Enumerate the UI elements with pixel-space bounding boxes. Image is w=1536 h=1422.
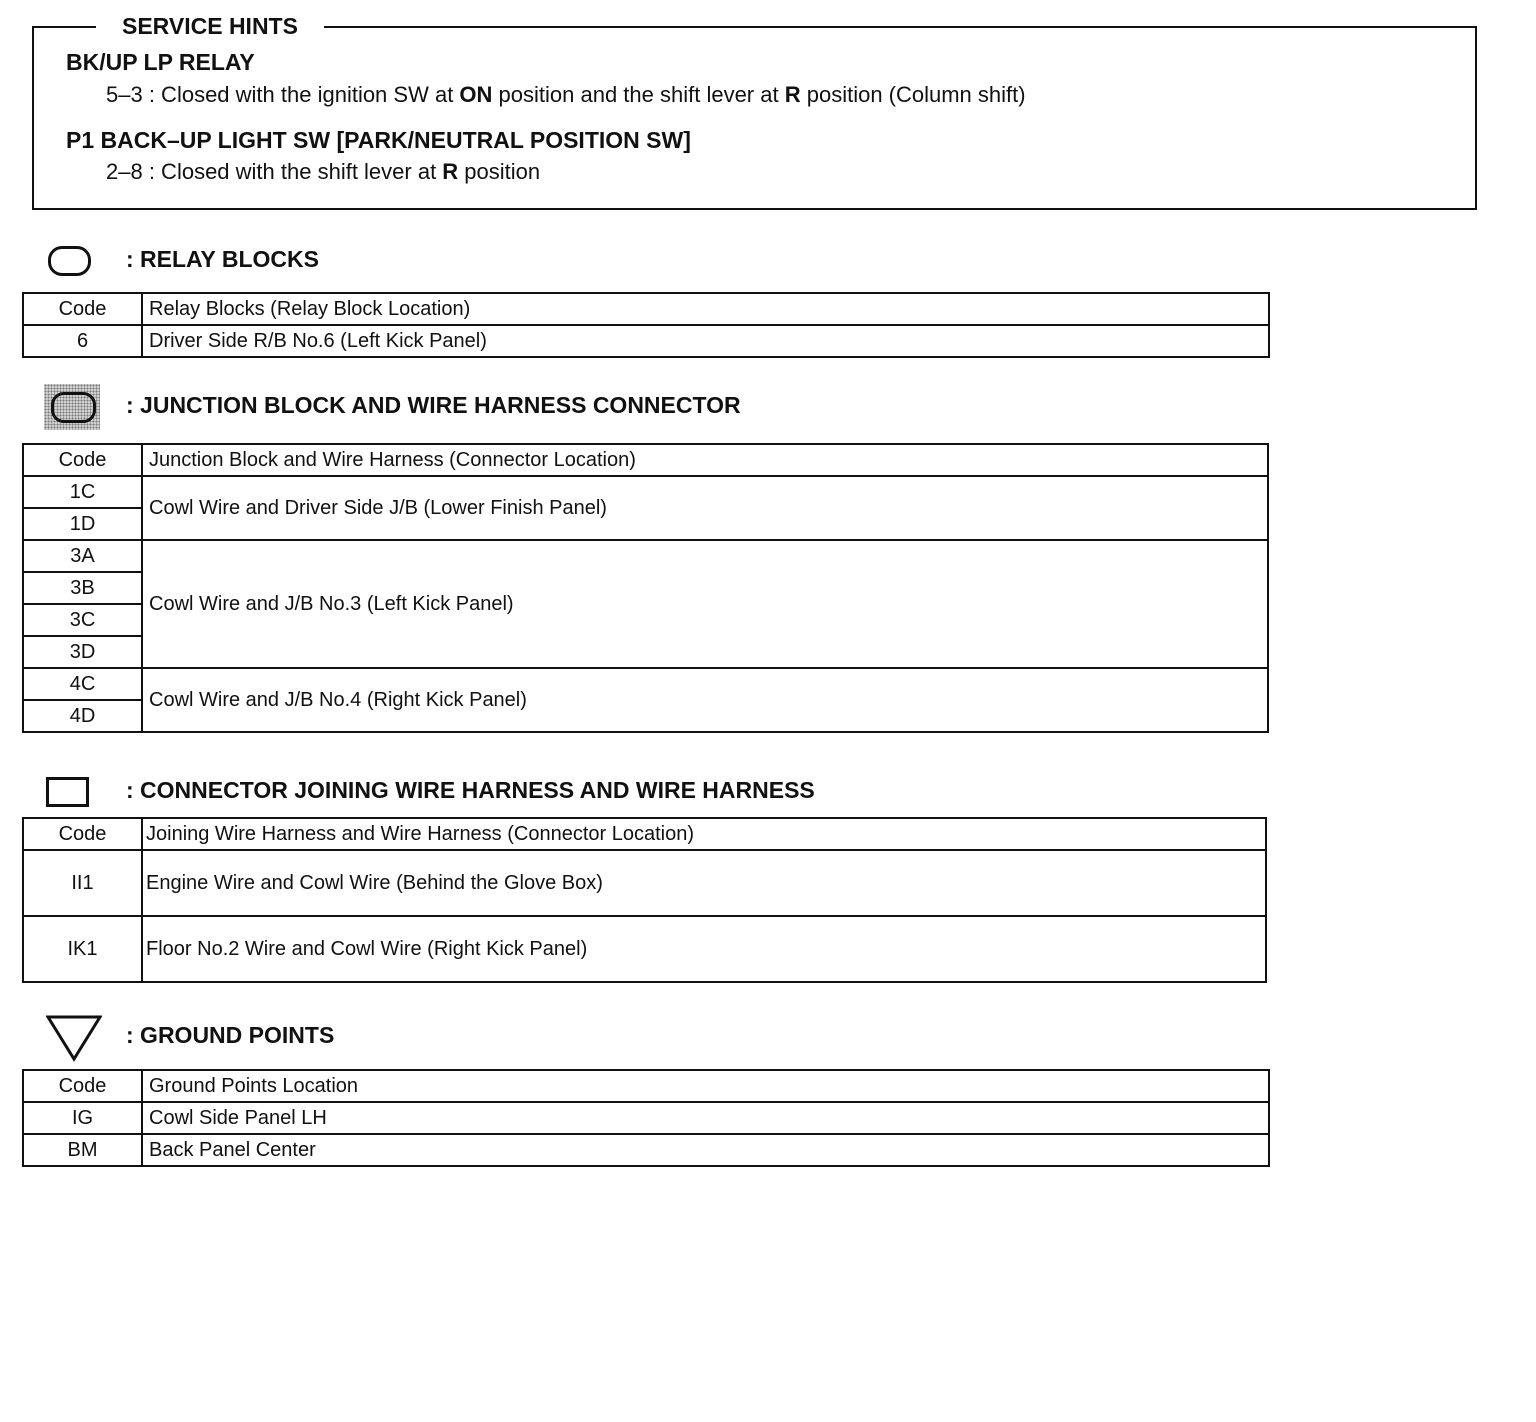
code-cell: 3C — [23, 604, 142, 636]
connectors-table — [22, 817, 1267, 983]
location-cell: Driver Side R/B No.6 (Left Kick Panel) — [142, 325, 1269, 357]
service-hints-title: SERVICE HINTS — [96, 11, 324, 41]
code-header: Code — [23, 818, 142, 850]
hint-text: position — [458, 159, 541, 184]
code-cell: IK1 — [23, 916, 142, 982]
location-cell: Cowl Side Panel LH — [142, 1102, 1269, 1134]
table-row — [23, 476, 1268, 508]
hint-relay-description — [106, 81, 1026, 109]
hint-text: : Closed with the ignition SW at — [142, 82, 460, 107]
junction-block-title: : JUNCTION BLOCK AND WIRE HARNESS CONNECTOR — [126, 392, 741, 418]
code-cell: 1D — [23, 508, 142, 540]
code-cell: 6 — [23, 325, 142, 357]
table-row — [23, 850, 1266, 916]
code-header: Code — [23, 293, 142, 325]
relay-block-symbol-icon — [48, 246, 91, 276]
code-cell: 1C — [23, 476, 142, 508]
location-header: Relay Blocks (Relay Block Location) — [142, 293, 1269, 325]
code-cell: 3A — [23, 540, 142, 572]
junction-block-symbol-icon — [51, 392, 96, 423]
hint-bold: ON — [459, 82, 493, 107]
code-cell: IG — [23, 1102, 142, 1134]
location-header: Ground Points Location — [142, 1070, 1269, 1102]
ground-points-title: : GROUND POINTS — [126, 1022, 335, 1048]
hint-text: : Closed with the shift lever at — [142, 159, 443, 184]
location-cell: Back Panel Center — [142, 1134, 1269, 1166]
location-cell: Engine Wire and Cowl Wire (Behind the Glove Box) — [142, 850, 1266, 916]
table-row — [23, 668, 1268, 700]
location-cell: Cowl Wire and J/B No.3 (Left Kick Panel) — [142, 540, 1268, 668]
hint-switch-name: P1 BACK–UP LIGHT SW [PARK/NEUTRAL POSITION SW] — [66, 127, 691, 153]
hint-switch-description — [106, 158, 540, 186]
table-row — [23, 540, 1268, 572]
code-cell: 3D — [23, 636, 142, 668]
connectors-title: : CONNECTOR JOINING WIRE HARNESS AND WIRE HARNESS — [126, 777, 815, 803]
junction-block-table — [22, 443, 1269, 733]
code-cell: 3B — [23, 572, 142, 604]
relay-blocks-title: : RELAY BLOCKS — [126, 246, 319, 272]
table-row — [23, 1134, 1269, 1166]
table-header-row — [23, 1070, 1269, 1102]
code-header: Code — [23, 1070, 142, 1102]
code-header: Code — [23, 444, 142, 476]
location-cell: Cowl Wire and J/B No.4 (Right Kick Panel) — [142, 668, 1268, 732]
table-header-row — [23, 818, 1266, 850]
code-cell: 4D — [23, 700, 142, 732]
hint-relay-terminals: 5–3 — [106, 82, 143, 107]
ground-points-table — [22, 1069, 1270, 1167]
ground-point-symbol-icon — [46, 1014, 102, 1062]
table-header-row — [23, 293, 1269, 325]
hint-text: position (Column shift) — [800, 82, 1026, 107]
hint-switch-terminals: 2–8 — [106, 159, 143, 184]
table-row — [23, 1102, 1269, 1134]
code-cell: 4C — [23, 668, 142, 700]
code-cell: II1 — [23, 850, 142, 916]
location-cell: Floor No.2 Wire and Cowl Wire (Right Kick Panel) — [142, 916, 1266, 982]
table-row — [23, 325, 1269, 357]
connector-symbol-icon — [46, 777, 89, 807]
relay-blocks-table — [22, 292, 1270, 358]
table-row — [23, 916, 1266, 982]
hint-bold: R — [784, 82, 801, 107]
table-header-row — [23, 444, 1268, 476]
code-cell: BM — [23, 1134, 142, 1166]
location-header: Joining Wire Harness and Wire Harness (Connector Location) — [142, 818, 1266, 850]
hint-bold: R — [442, 159, 459, 184]
hint-text: position and the shift lever at — [492, 82, 785, 107]
location-header: Junction Block and Wire Harness (Connector Location) — [142, 444, 1268, 476]
location-cell: Cowl Wire and Driver Side J/B (Lower Finish Panel) — [142, 476, 1268, 540]
hint-relay-name: BK/UP LP RELAY — [66, 49, 255, 75]
